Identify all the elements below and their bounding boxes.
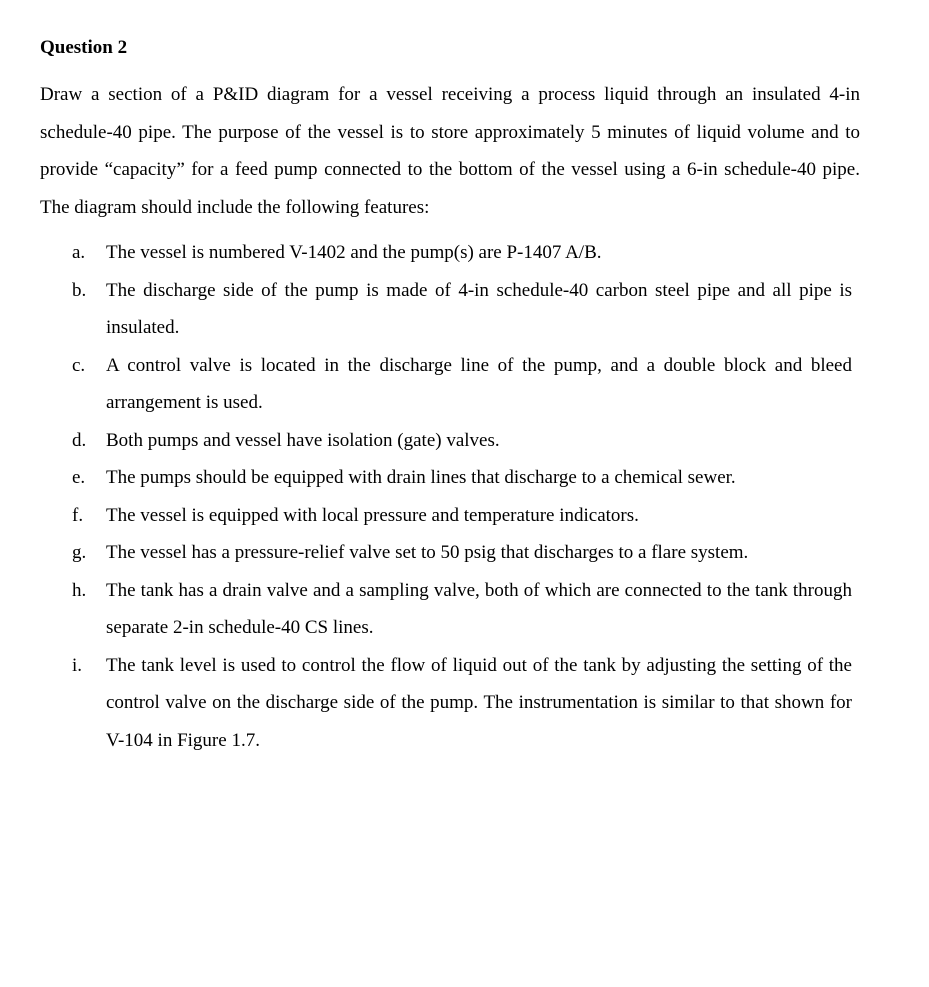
list-marker: a. [72, 242, 86, 263]
list-item-text: The vessel is numbered V-1402 and the pump(s) are P-1407 A/B. [106, 242, 602, 263]
list-item-text: The pumps should be equipped with drain lines that discharge to a chemical sewer. [106, 467, 736, 488]
list-marker: d. [72, 429, 87, 451]
list-item [72, 497, 852, 535]
list-marker: i. [72, 654, 83, 676]
list-item [72, 272, 852, 347]
feature-list [72, 234, 852, 759]
list-marker: c. [72, 354, 86, 376]
list-item-text: Both pumps and vessel have isolation (gate) valves. [106, 429, 500, 451]
list-item [72, 534, 852, 572]
list-item [72, 459, 852, 497]
list-item-text: A control valve is located in the discharge line of the pump, and a double block and bleed arrangement is used. [106, 354, 852, 413]
question-intro: Draw a section of a P&ID diagram for a vessel receiving a process liquid through an insulated 4-in schedule-40 pipe. The purpose of the vessel is to store approximately 5 minutes of liquid volume and to provide “capacity” for a feed pump connected to the bottom of the vessel using a 6-in schedule-40 pipe. The diagram should include the following features: [40, 84, 860, 218]
list-marker: b. [72, 279, 87, 301]
list-item-text: The vessel is equipped with local pressure and temperature indicators. [106, 504, 639, 526]
list-item-text: The tank level is used to control the flow of liquid out of the tank by adjusting the setting of the control valve on the discharge side of the pump. The instrumentation is similar to that shown for V-104 in Figure 1.7. [106, 654, 852, 751]
list-marker: f. [72, 504, 84, 526]
list-item [72, 647, 852, 760]
list-item [72, 234, 852, 272]
list-marker: g. [72, 542, 87, 563]
list-item [72, 422, 852, 460]
list-marker: e. [72, 467, 86, 488]
list-item [72, 347, 852, 422]
list-marker: h. [72, 579, 87, 601]
list-item-text: The vessel has a pressure-relief valve set to 50 psig that discharges to a flare system. [106, 542, 749, 563]
list-item-text: The discharge side of the pump is made of 4-in schedule-40 carbon steel pipe and all pipe is insulated. [106, 279, 852, 338]
question-title: Question 2 [40, 37, 128, 58]
list-item [72, 572, 852, 647]
list-item-text: The tank has a drain valve and a sampling valve, both of which are connected to the tank through separate 2-in schedule-40 CS lines. [106, 579, 852, 638]
